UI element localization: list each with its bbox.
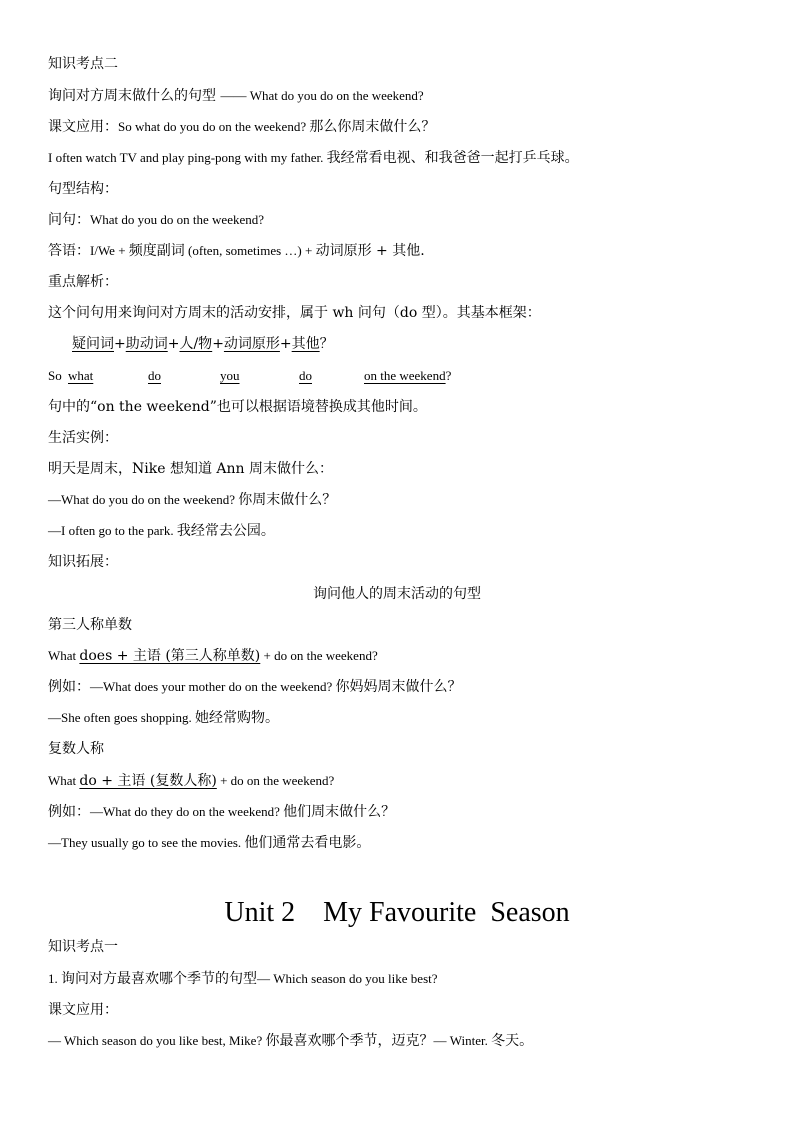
plural-label	[48, 739, 104, 759]
example-en: So what do you do on the weekend?	[118, 119, 310, 134]
heading-text: 知识考点二	[48, 56, 118, 72]
label: 重点解析：	[48, 274, 118, 290]
question-mark: ？	[319, 336, 334, 352]
label: 例如：	[48, 679, 90, 695]
life-intro	[48, 459, 333, 479]
sentence-pattern-line	[48, 86, 424, 106]
example-zh: 你妈妈周末做什么？	[335, 679, 462, 695]
season-pattern-line	[48, 969, 438, 989]
label: 生活实例：	[48, 430, 118, 446]
example-zh: 他们通常去看电影。	[244, 835, 371, 851]
structure-label	[48, 179, 118, 199]
pattern-part: What	[48, 648, 80, 663]
season-example	[48, 1031, 533, 1051]
extension-label	[48, 552, 118, 572]
example-en: —I often go to the park.	[48, 523, 177, 538]
plus-sign: +	[212, 336, 224, 352]
label: 复数人称	[48, 741, 104, 757]
text-application-line	[48, 117, 435, 137]
word: what	[68, 368, 94, 383]
life-answer	[48, 521, 275, 541]
label: 第三人称单数	[48, 617, 132, 633]
unit-title	[0, 896, 794, 930]
frame-word: 其他	[291, 336, 320, 352]
example-en: I often watch TV and play ping-pong with my father.	[48, 150, 327, 165]
word: on the weekend	[364, 368, 446, 383]
example-zh: 我经常看电视、和我爸爸一起打乒乓球。	[326, 150, 579, 166]
extension-title	[0, 584, 794, 604]
pattern-en: —— What do you do on the weekend?	[220, 88, 424, 103]
example-en: —She often goes shopping.	[48, 710, 195, 725]
plural-example	[48, 802, 395, 822]
example-zh: 你最喜欢哪个季节，迈克？	[265, 1033, 434, 1049]
label: 答语：	[48, 243, 90, 259]
weekend-phrase	[364, 366, 451, 386]
example-en: —What do you do on the weekend?	[48, 492, 239, 507]
third-person-pattern	[48, 646, 378, 666]
third-person-example	[48, 677, 461, 697]
example-en: —What does your mother do on the weekend?	[90, 679, 336, 694]
heading-text: 知识考点一	[48, 939, 118, 955]
question-mark: ?	[445, 368, 452, 383]
label: 问句：	[48, 212, 90, 228]
answer-part: 动词原形 + 其他.	[315, 243, 425, 259]
label: 知识拓展：	[48, 554, 118, 570]
key-analysis-text	[48, 303, 541, 323]
question-line	[48, 210, 264, 230]
do-word	[148, 366, 161, 386]
word: So	[48, 368, 62, 383]
plus-sign: +	[167, 336, 180, 352]
frame-word: 助动词	[125, 336, 168, 352]
answer-part: 频度副词	[128, 243, 185, 259]
example-zh: 冬天。	[491, 1033, 534, 1049]
so-word	[48, 366, 62, 386]
point-title-1	[48, 937, 118, 957]
pattern-en: — Which season do you like best?	[257, 971, 438, 986]
life-example-label	[48, 428, 118, 448]
pattern-part: + do on the weekend?	[260, 648, 378, 663]
plus-sign: +	[279, 336, 292, 352]
unit-title-text: Unit 2 My Favourite Season	[224, 897, 570, 928]
pattern-part: + do on the weekend?	[216, 773, 335, 788]
life-question	[48, 490, 336, 510]
note-line	[48, 397, 427, 417]
word: do	[299, 368, 312, 383]
pattern-part: do + 主语 (复数人称)	[79, 773, 217, 789]
plural-pattern	[48, 771, 334, 791]
season-application-label	[48, 1000, 118, 1020]
paragraph: 这个问句用来询问对方周末的活动安排，属于 wh 问句（do 型）。其基本框架：	[48, 305, 541, 321]
third-person-label	[48, 615, 132, 635]
plural-answer	[48, 833, 370, 853]
point-title-2	[48, 54, 118, 74]
label: 课文应用：	[48, 1002, 118, 1018]
plus-sign: +	[114, 336, 126, 352]
answer-structure-line	[48, 241, 425, 261]
question-en: What do you do on the weekend?	[90, 212, 265, 227]
answer-part: (often, sometimes …) +	[184, 243, 316, 258]
frame-word: 人/物	[179, 336, 213, 352]
third-person-answer	[48, 708, 279, 728]
pattern-part: does + 主语 (第三人称单数)	[79, 648, 261, 664]
example-en: — Winter.	[433, 1033, 492, 1048]
item-number: 1.	[48, 971, 61, 986]
you-word	[220, 366, 240, 386]
example-zh: 我经常去公园。	[176, 523, 275, 539]
key-analysis-label	[48, 272, 118, 292]
label: 课文应用：	[48, 119, 118, 135]
example-zh: 她经常购物。	[194, 710, 279, 726]
example-en: —What do they do on the weekend?	[90, 804, 284, 819]
example-zh: 那么你周末做什么？	[309, 119, 436, 135]
paragraph: 句中的“on the weekend”也可以根据语境替换成其他时间。	[48, 399, 427, 415]
pattern-zh: 询问对方周末做什么的句型	[48, 88, 221, 104]
answer-example-line	[48, 148, 579, 168]
basic-frame-row	[72, 334, 334, 354]
frame-word: 疑问词	[72, 336, 114, 352]
example-en: —They usually go to see the movies.	[48, 835, 245, 850]
do-word-2	[299, 366, 312, 386]
pattern-zh: 询问对方最喜欢哪个季节的句型	[61, 971, 257, 987]
word: you	[220, 368, 240, 383]
label: 句型结构：	[48, 181, 118, 197]
label: 例如：	[48, 804, 90, 820]
pattern-part: What	[48, 773, 80, 788]
answer-part: I/We +	[90, 243, 129, 258]
frame-word: 动词原形	[223, 336, 280, 352]
subtitle: 询问他人的周末活动的句型	[313, 586, 481, 602]
paragraph: 明天是周末，Nike 想知道 Ann 周末做什么：	[48, 461, 333, 477]
word: do	[148, 368, 161, 383]
example-zh: 他们周末做什么？	[283, 804, 396, 820]
example-en: — Which season do you like best, Mike?	[48, 1033, 266, 1048]
example-zh: 你周末做什么？	[238, 492, 337, 508]
what-word	[68, 366, 93, 386]
